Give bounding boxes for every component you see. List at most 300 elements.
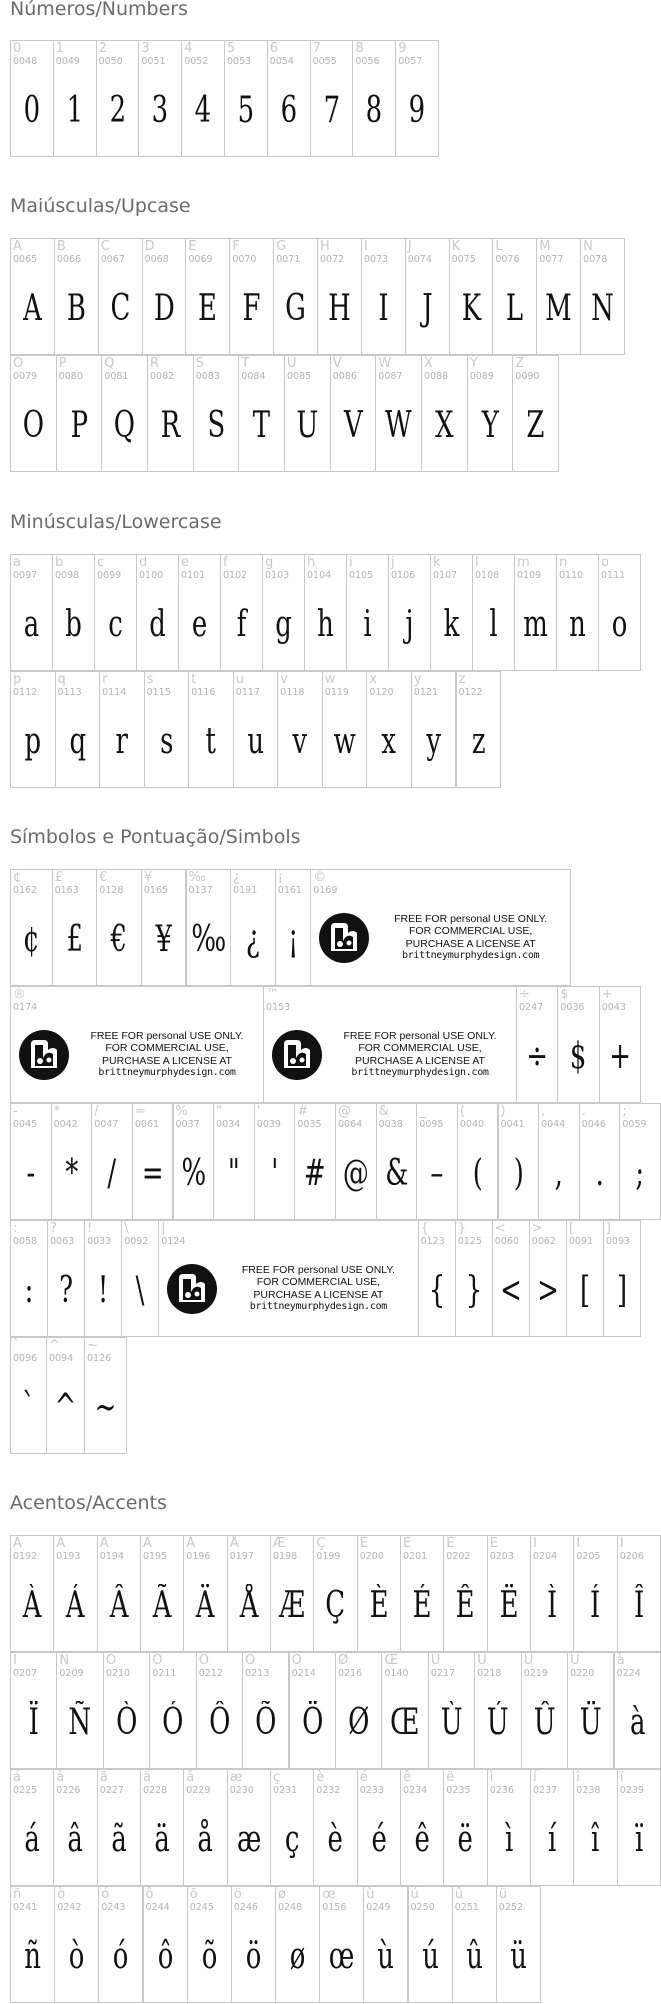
glyph-sample: ¿	[245, 919, 260, 960]
glyph-sample: Õ	[255, 1702, 277, 1743]
glyph-cell-accents	[227, 1769, 271, 1886]
glyph-sample: d	[149, 604, 166, 645]
glyph-code-label: 0251	[454, 1902, 479, 1913]
glyph-sample: ,	[554, 1153, 564, 1194]
glyph-sample: Î	[633, 1585, 644, 1626]
glyph-char-label: k	[433, 555, 441, 570]
glyph-char-label: ë	[446, 1770, 455, 1785]
glyph-char-label: Í	[576, 1536, 581, 1551]
glyph-code-label: 0213	[245, 1668, 270, 1679]
glyph-sample: 5	[237, 90, 255, 131]
glyph-sample: ã	[111, 1819, 127, 1860]
glyph-code-label: 0043	[601, 1002, 626, 1013]
glyph-sample: p	[24, 721, 42, 762]
brand-logo-icon	[165, 1262, 219, 1316]
glyph-char-label: û	[454, 1887, 463, 1902]
glyph-sample: @	[342, 1153, 369, 1194]
glyph-cell-accents	[335, 1652, 382, 1769]
glyph-char-label: E	[188, 239, 197, 254]
glyph-code-label: 0046	[581, 1119, 606, 1130]
notice-url: brittneymurphydesign.com	[249, 1301, 388, 1312]
glyph-char-label: W	[378, 356, 392, 371]
glyph-code-label: 0194	[99, 1551, 124, 1562]
glyph-cell-lowercase	[304, 554, 347, 671]
glyph-cell-symbols	[498, 1103, 540, 1220]
glyph-cell-symbols	[310, 869, 571, 986]
glyph-cell-symbols	[455, 1220, 493, 1337]
glyph-code-label: 0056	[355, 56, 380, 67]
glyph-sample: z	[471, 721, 486, 762]
glyph-sample: n	[569, 604, 586, 645]
glyph-char-label: 1	[55, 41, 65, 56]
glyph-sample: g	[275, 604, 292, 645]
glyph-cell-symbols	[10, 1103, 52, 1220]
glyph-sample: (	[472, 1153, 483, 1194]
glyph-sample: ñ	[24, 1936, 41, 1977]
notice-line: PURCHASE A LICENSE AT	[405, 937, 536, 950]
notice-line: FREE FOR personal USE ONLY.	[241, 1263, 395, 1276]
glyph-char-label: 3	[141, 41, 150, 56]
glyph-sample: e	[191, 604, 208, 645]
glyph-sample: S	[207, 405, 225, 446]
glyph-char-label: Ç	[316, 1536, 326, 1551]
glyph-code-label: 0209	[59, 1668, 84, 1679]
glyph-cell-symbols	[96, 869, 142, 986]
glyph-cell-symbols	[418, 1220, 456, 1337]
glyph-char-label: é	[359, 1770, 368, 1785]
glyph-cell-accents	[231, 1886, 276, 2003]
glyph-sample: f	[236, 604, 247, 645]
glyph-code-label: 0198	[273, 1551, 298, 1562]
license-notice-text	[75, 1030, 259, 1080]
glyph-cell-upcase	[147, 355, 194, 472]
glyph-char-label: 7	[312, 41, 321, 56]
glyph-cell-lowercase	[456, 671, 502, 788]
glyph-code-label: 0051	[141, 56, 166, 67]
glyph-sample: 6	[280, 90, 297, 131]
glyph-char-label: 9	[398, 41, 407, 56]
glyph-char-label: _	[419, 1104, 426, 1119]
glyph-sample: Ò	[115, 1702, 138, 1743]
notice-url: brittneymurphydesign.com	[98, 1067, 236, 1078]
glyph-char-label: Â	[99, 1536, 109, 1551]
glyph-char-label: ?	[50, 1221, 57, 1236]
glyph-code-label: 0193	[56, 1551, 81, 1562]
glyph-sample: a	[23, 604, 40, 645]
glyph-sample: ¥	[155, 919, 172, 960]
glyph-sample: E	[198, 288, 218, 329]
notice-line: FOR COMMERCIAL USE,	[358, 1042, 482, 1054]
glyph-cell-accents	[452, 1886, 497, 2003]
glyph-char-label: V	[332, 356, 342, 371]
glyph-cell-symbols	[529, 1220, 567, 1337]
glyph-cell-accents	[573, 1769, 617, 1886]
glyph-code-label: 0072	[320, 254, 345, 265]
glyph-char-label: |	[161, 1221, 166, 1236]
glyph-sample: `	[22, 1387, 35, 1428]
glyph-sample: Ë	[499, 1585, 519, 1626]
glyph-char-label: ï	[619, 1770, 624, 1785]
glyph-cell-upcase	[512, 355, 559, 472]
glyph-char-label: -	[13, 1104, 18, 1119]
glyph-code-label: 0123	[420, 1236, 445, 1247]
glyph-code-label: 0093	[605, 1236, 631, 1247]
glyph-code-label: 0104	[307, 570, 332, 581]
glyph-char-label: <	[494, 1221, 506, 1236]
glyph-cell-symbols	[47, 1220, 85, 1337]
glyph-code-label: 0211	[152, 1668, 177, 1679]
glyph-sample: É	[412, 1585, 432, 1626]
glyph-sample: â	[67, 1819, 84, 1860]
glyph-cell-numbers	[267, 40, 311, 157]
glyph-code-label: 0233	[359, 1785, 384, 1796]
glyph-char-label: :	[13, 1221, 18, 1236]
glyph-code-label: 0116	[191, 687, 216, 698]
glyph-sample: O	[22, 405, 44, 446]
glyph-sample: Ê	[455, 1585, 475, 1626]
glyph-cell-symbols	[52, 869, 98, 986]
glyph-char-label: Ï	[13, 1653, 17, 1668]
glyph-code-label: 0244	[145, 1902, 170, 1913]
glyph-cell-symbols	[46, 1337, 85, 1454]
glyph-char-label: Ô	[198, 1653, 209, 1668]
section-title-symbols: Símbolos e Pontuação/Simbols	[10, 826, 301, 848]
glyph-char-label: ,	[541, 1104, 546, 1119]
glyph-sample: Q	[114, 405, 136, 446]
glyph-sample: l	[489, 604, 498, 645]
glyph-cell-symbols	[173, 1103, 215, 1220]
glyph-cell-accents	[408, 1886, 453, 2003]
glyph-char-label: ]	[605, 1221, 611, 1236]
glyph-char-label: Û	[523, 1653, 534, 1668]
glyph-cell-lowercase	[598, 554, 641, 671]
glyph-code-label: 0246	[233, 1902, 258, 1913]
notice-line: PURCHASE A LICENSE AT	[355, 1054, 485, 1067]
glyph-char-label: K	[451, 239, 461, 254]
glyph-code-label: 0236	[489, 1785, 514, 1796]
glyph-code-label: 0202	[446, 1551, 471, 1562]
glyph-char-label: æ	[229, 1770, 243, 1785]
glyph-cell-accents	[149, 1652, 196, 1769]
glyph-code-label: 0113	[57, 687, 82, 698]
glyph-code-label: 0238	[576, 1785, 601, 1796]
glyph-sample: ô	[157, 1936, 173, 1977]
glyph-cell-symbols	[141, 869, 187, 986]
glyph-char-label: Z	[515, 356, 525, 371]
glyph-char-label: ¡	[277, 870, 284, 885]
glyph-code-label: 0212	[198, 1668, 223, 1679]
glyph-cell-accents	[183, 1535, 227, 1652]
glyph-char-label: y	[413, 672, 422, 687]
glyph-code-label: 0081	[104, 371, 129, 382]
glyph-cell-numbers	[10, 40, 54, 157]
glyph-code-label: 0110	[559, 570, 584, 581]
glyph-cell-lowercase	[388, 554, 431, 671]
glyph-sample: /	[107, 1153, 117, 1194]
glyph-char-label: L	[495, 239, 503, 254]
glyph-code-label: 0050	[98, 56, 123, 67]
glyph-cell-symbols	[599, 986, 641, 1103]
glyph-code-label: 0053	[227, 56, 252, 67]
glyph-char-label: 6	[269, 41, 279, 56]
glyph-code-label: 0100	[139, 570, 164, 581]
glyph-code-label: 0245	[189, 1902, 214, 1913]
glyph-sample: x	[381, 721, 397, 762]
glyph-char-label: G	[276, 239, 287, 254]
glyph-cell-symbols	[158, 1220, 418, 1337]
glyph-code-label: 0055	[312, 56, 337, 67]
glyph-char-label: *	[53, 1104, 61, 1119]
glyph-code-label: 0059	[622, 1119, 647, 1130]
glyph-cell-accents	[97, 1769, 141, 1886]
glyph-sample: €	[110, 919, 128, 960]
glyph-cell-symbols	[10, 869, 53, 986]
glyph-code-label: 0084	[241, 371, 266, 382]
glyph-code-label: 0165	[143, 885, 169, 896]
glyph-code-label: 0040	[459, 1119, 485, 1130]
glyph-code-label: 0088	[424, 371, 449, 382]
glyph-code-label: 0065	[13, 254, 38, 265]
glyph-code-label: 0214	[291, 1668, 316, 1679]
glyph-code-label: 0045	[13, 1119, 38, 1130]
glyph-code-label: 0066	[56, 254, 82, 265]
glyph-code-label: 0201	[403, 1551, 428, 1562]
glyph-code-label: 0117	[235, 687, 260, 698]
glyph-cell-upcase	[238, 355, 285, 472]
glyph-code-label: 0248	[278, 1902, 303, 1913]
glyph-char-label: å	[186, 1770, 195, 1785]
glyph-sample: à	[629, 1702, 646, 1743]
license-notice-text	[328, 1030, 512, 1080]
glyph-code-label: 0205	[576, 1551, 601, 1562]
glyph-code-label: 0077	[539, 254, 564, 265]
glyph-sample: Â	[109, 1585, 129, 1626]
glyph-sample: ò	[68, 1936, 85, 1977]
glyph-char-label: Õ	[245, 1653, 256, 1668]
glyph-char-label: ì	[489, 1770, 494, 1785]
glyph-sample: <	[499, 1270, 522, 1311]
glyph-sample: '	[271, 1153, 279, 1194]
glyph-code-label: 0137	[188, 885, 213, 896]
glyph-char-label: D	[144, 239, 155, 254]
glyph-char-label: ò	[57, 1887, 66, 1902]
glyph-char-label: ‰	[188, 870, 206, 885]
glyph-code-label: 0090	[515, 371, 540, 382]
glyph-char-label: ~	[87, 1338, 98, 1353]
glyph-sample: $	[570, 1036, 587, 1077]
glyph-code-label: 0250	[410, 1902, 435, 1913]
glyph-cell-lowercase	[52, 554, 95, 671]
glyph-sample: L	[506, 288, 524, 329]
glyph-cell-symbols	[619, 1103, 661, 1220]
glyph-code-label: 0121	[413, 687, 439, 698]
glyph-char-label: \	[124, 1221, 129, 1236]
glyph-cell-accents	[496, 1886, 541, 2003]
brand-logo-icon	[17, 1028, 71, 1082]
glyph-sample: >	[536, 1270, 559, 1311]
notice-url: brittneymurphydesign.com	[401, 950, 540, 961]
glyph-sample: è	[327, 1819, 344, 1860]
glyph-cell-symbols	[263, 986, 517, 1103]
license-notice	[317, 894, 566, 981]
glyph-char-label: À	[13, 1536, 22, 1551]
glyph-code-label: 0047	[94, 1119, 119, 1130]
glyph-char-label: ©	[313, 870, 327, 885]
glyph-code-label: 0197	[229, 1551, 254, 1562]
glyph-code-label: 0229	[186, 1785, 211, 1796]
glyph-cell-accents	[357, 1535, 401, 1652]
glyph-sample: 3	[152, 90, 169, 131]
glyph-sample: 0	[23, 90, 41, 131]
glyph-code-label: 0234	[403, 1785, 428, 1796]
glyph-cell-upcase	[193, 355, 240, 472]
glyph-cell-upcase	[421, 355, 468, 472]
glyph-cell-accents	[530, 1769, 574, 1886]
glyph-cell-accents	[10, 1769, 54, 1886]
glyph-code-label: 0060	[494, 1236, 519, 1247]
glyph-char-label: Y	[469, 356, 478, 371]
glyph-cell-accents	[187, 1886, 232, 2003]
glyph-cell-accents	[53, 1535, 97, 1652]
glyph-char-label: î	[576, 1770, 580, 1785]
glyph-code-label: 0096	[13, 1353, 38, 1364]
glyph-sample: ç	[284, 1819, 300, 1860]
glyph-cell-lowercase	[99, 671, 145, 788]
glyph-sample: s	[159, 721, 173, 762]
glyph-sample: ‰	[190, 919, 226, 960]
glyph-cell-symbols	[457, 1103, 499, 1220]
glyph-sample: T	[252, 405, 271, 446]
glyph-cell-symbols	[376, 1103, 418, 1220]
glyph-sample: R	[160, 405, 181, 446]
glyph-cell-symbols	[538, 1103, 580, 1220]
glyph-code-label: 0196	[186, 1551, 211, 1562]
glyph-cell-upcase	[536, 238, 581, 355]
glyph-sample: ü	[510, 1936, 527, 1977]
glyph-cell-symbols	[230, 869, 276, 986]
glyph-cell-lowercase	[277, 671, 323, 788]
glyph-cell-accents	[270, 1535, 314, 1652]
glyph-sample: k	[443, 604, 460, 645]
glyph-char-label: F	[232, 239, 240, 254]
glyph-sample: ]	[616, 1270, 627, 1311]
glyph-code-label: 0114	[102, 687, 127, 698]
glyph-cell-accents	[567, 1652, 614, 1769]
glyph-sample: õ	[201, 1936, 218, 1977]
glyph-cell-upcase	[449, 238, 494, 355]
glyph-cell-symbols	[10, 1220, 48, 1337]
glyph-code-label: 0120	[369, 687, 394, 698]
glyph-char-label: '	[256, 1104, 261, 1119]
glyph-sample: ï	[634, 1819, 643, 1860]
notice-url: brittneymurphydesign.com	[351, 1067, 489, 1078]
glyph-sample: î	[591, 1819, 600, 1860]
glyph-code-label: 0082	[150, 371, 175, 382]
glyph-sample: 4	[194, 90, 212, 131]
glyph-cell-symbols	[84, 1337, 127, 1454]
notice-line: PURCHASE A LICENSE AT	[102, 1054, 232, 1067]
glyph-cell-upcase	[54, 238, 99, 355]
glyph-char-label: ñ	[13, 1887, 22, 1902]
glyph-sample: P	[70, 405, 88, 446]
glyph-char-label: @	[338, 1104, 351, 1119]
glyph-sample: V	[343, 405, 363, 446]
glyph-sample: ä	[154, 1819, 170, 1860]
glyph-cell-numbers	[181, 40, 225, 157]
glyph-cell-accents	[474, 1652, 521, 1769]
glyph-sample: &	[384, 1153, 408, 1194]
glyph-cell-symbols	[294, 1103, 336, 1220]
glyph-cell-lowercase	[10, 554, 53, 671]
glyph-cell-accents	[143, 1886, 188, 2003]
glyph-cell-upcase	[580, 238, 625, 355]
glyph-code-label: 0041	[500, 1119, 525, 1130]
glyph-sample: =	[141, 1153, 164, 1194]
glyph-code-label: 0089	[469, 371, 494, 382]
glyph-code-label: 0052	[184, 56, 209, 67]
glyph-cell-symbols	[51, 1103, 93, 1220]
glyph-sample: œ	[328, 1936, 355, 1977]
brand-logo-icon	[317, 911, 371, 965]
glyph-sample: Ä	[196, 1585, 215, 1626]
glyph-char-label: s	[146, 672, 154, 687]
glyph-code-label: 0058	[13, 1236, 38, 1247]
glyph-code-label: 0239	[619, 1785, 644, 1796]
glyph-code-label: 0075	[451, 254, 476, 265]
glyph-char-label: c	[97, 555, 105, 570]
glyph-code-label: 0039	[256, 1119, 281, 1130]
glyph-cell-lowercase	[220, 554, 263, 671]
glyph-code-label: 0241	[13, 1902, 38, 1913]
glyph-sample: "	[227, 1153, 240, 1194]
glyph-code-label: 0122	[458, 687, 483, 698]
glyph-sample: !	[97, 1270, 109, 1311]
glyph-sample: .	[595, 1153, 604, 1194]
glyph-sample: M	[545, 288, 573, 329]
glyph-sample: ÷	[526, 1036, 549, 1077]
glyph-sample: +	[608, 1036, 631, 1077]
glyph-sample: 2	[109, 90, 126, 131]
glyph-code-label: 0057	[398, 56, 423, 67]
section-title-accents: Acentos/Accents	[10, 1492, 167, 1514]
glyph-sample: Ì	[547, 1585, 558, 1626]
glyph-char-label: ä	[143, 1770, 151, 1785]
glyph-cell-accents	[617, 1535, 661, 1652]
glyph-cell-lowercase	[322, 671, 368, 788]
glyph-cell-accents	[227, 1535, 271, 1652]
glyph-cell-symbols	[186, 869, 232, 986]
glyph-char-label: Ê	[446, 1536, 455, 1551]
glyph-code-label: 0037	[175, 1119, 200, 1130]
glyph-sample: 9	[408, 90, 426, 131]
glyph-char-label: H	[320, 239, 330, 254]
glyph-char-label: C	[100, 239, 110, 254]
glyph-sample: ú	[421, 1936, 439, 1977]
glyph-cell-lowercase	[94, 554, 137, 671]
glyph-code-label: 0119	[324, 687, 349, 698]
glyph-char-label: Ì	[533, 1536, 537, 1551]
glyph-cell-accents	[313, 1535, 357, 1652]
glyph-code-label: 0126	[87, 1353, 112, 1364]
glyph-sample: ø	[289, 1936, 306, 1977]
glyph-code-label: 0061	[134, 1119, 160, 1130]
glyph-cell-numbers	[310, 40, 354, 157]
glyph-char-label: M	[539, 239, 551, 254]
glyph-sample: 1	[66, 90, 83, 131]
glyph-char-label: ®	[13, 987, 26, 1002]
glyph-cell-accents	[443, 1769, 487, 1886]
glyph-code-label: 0078	[583, 254, 608, 265]
